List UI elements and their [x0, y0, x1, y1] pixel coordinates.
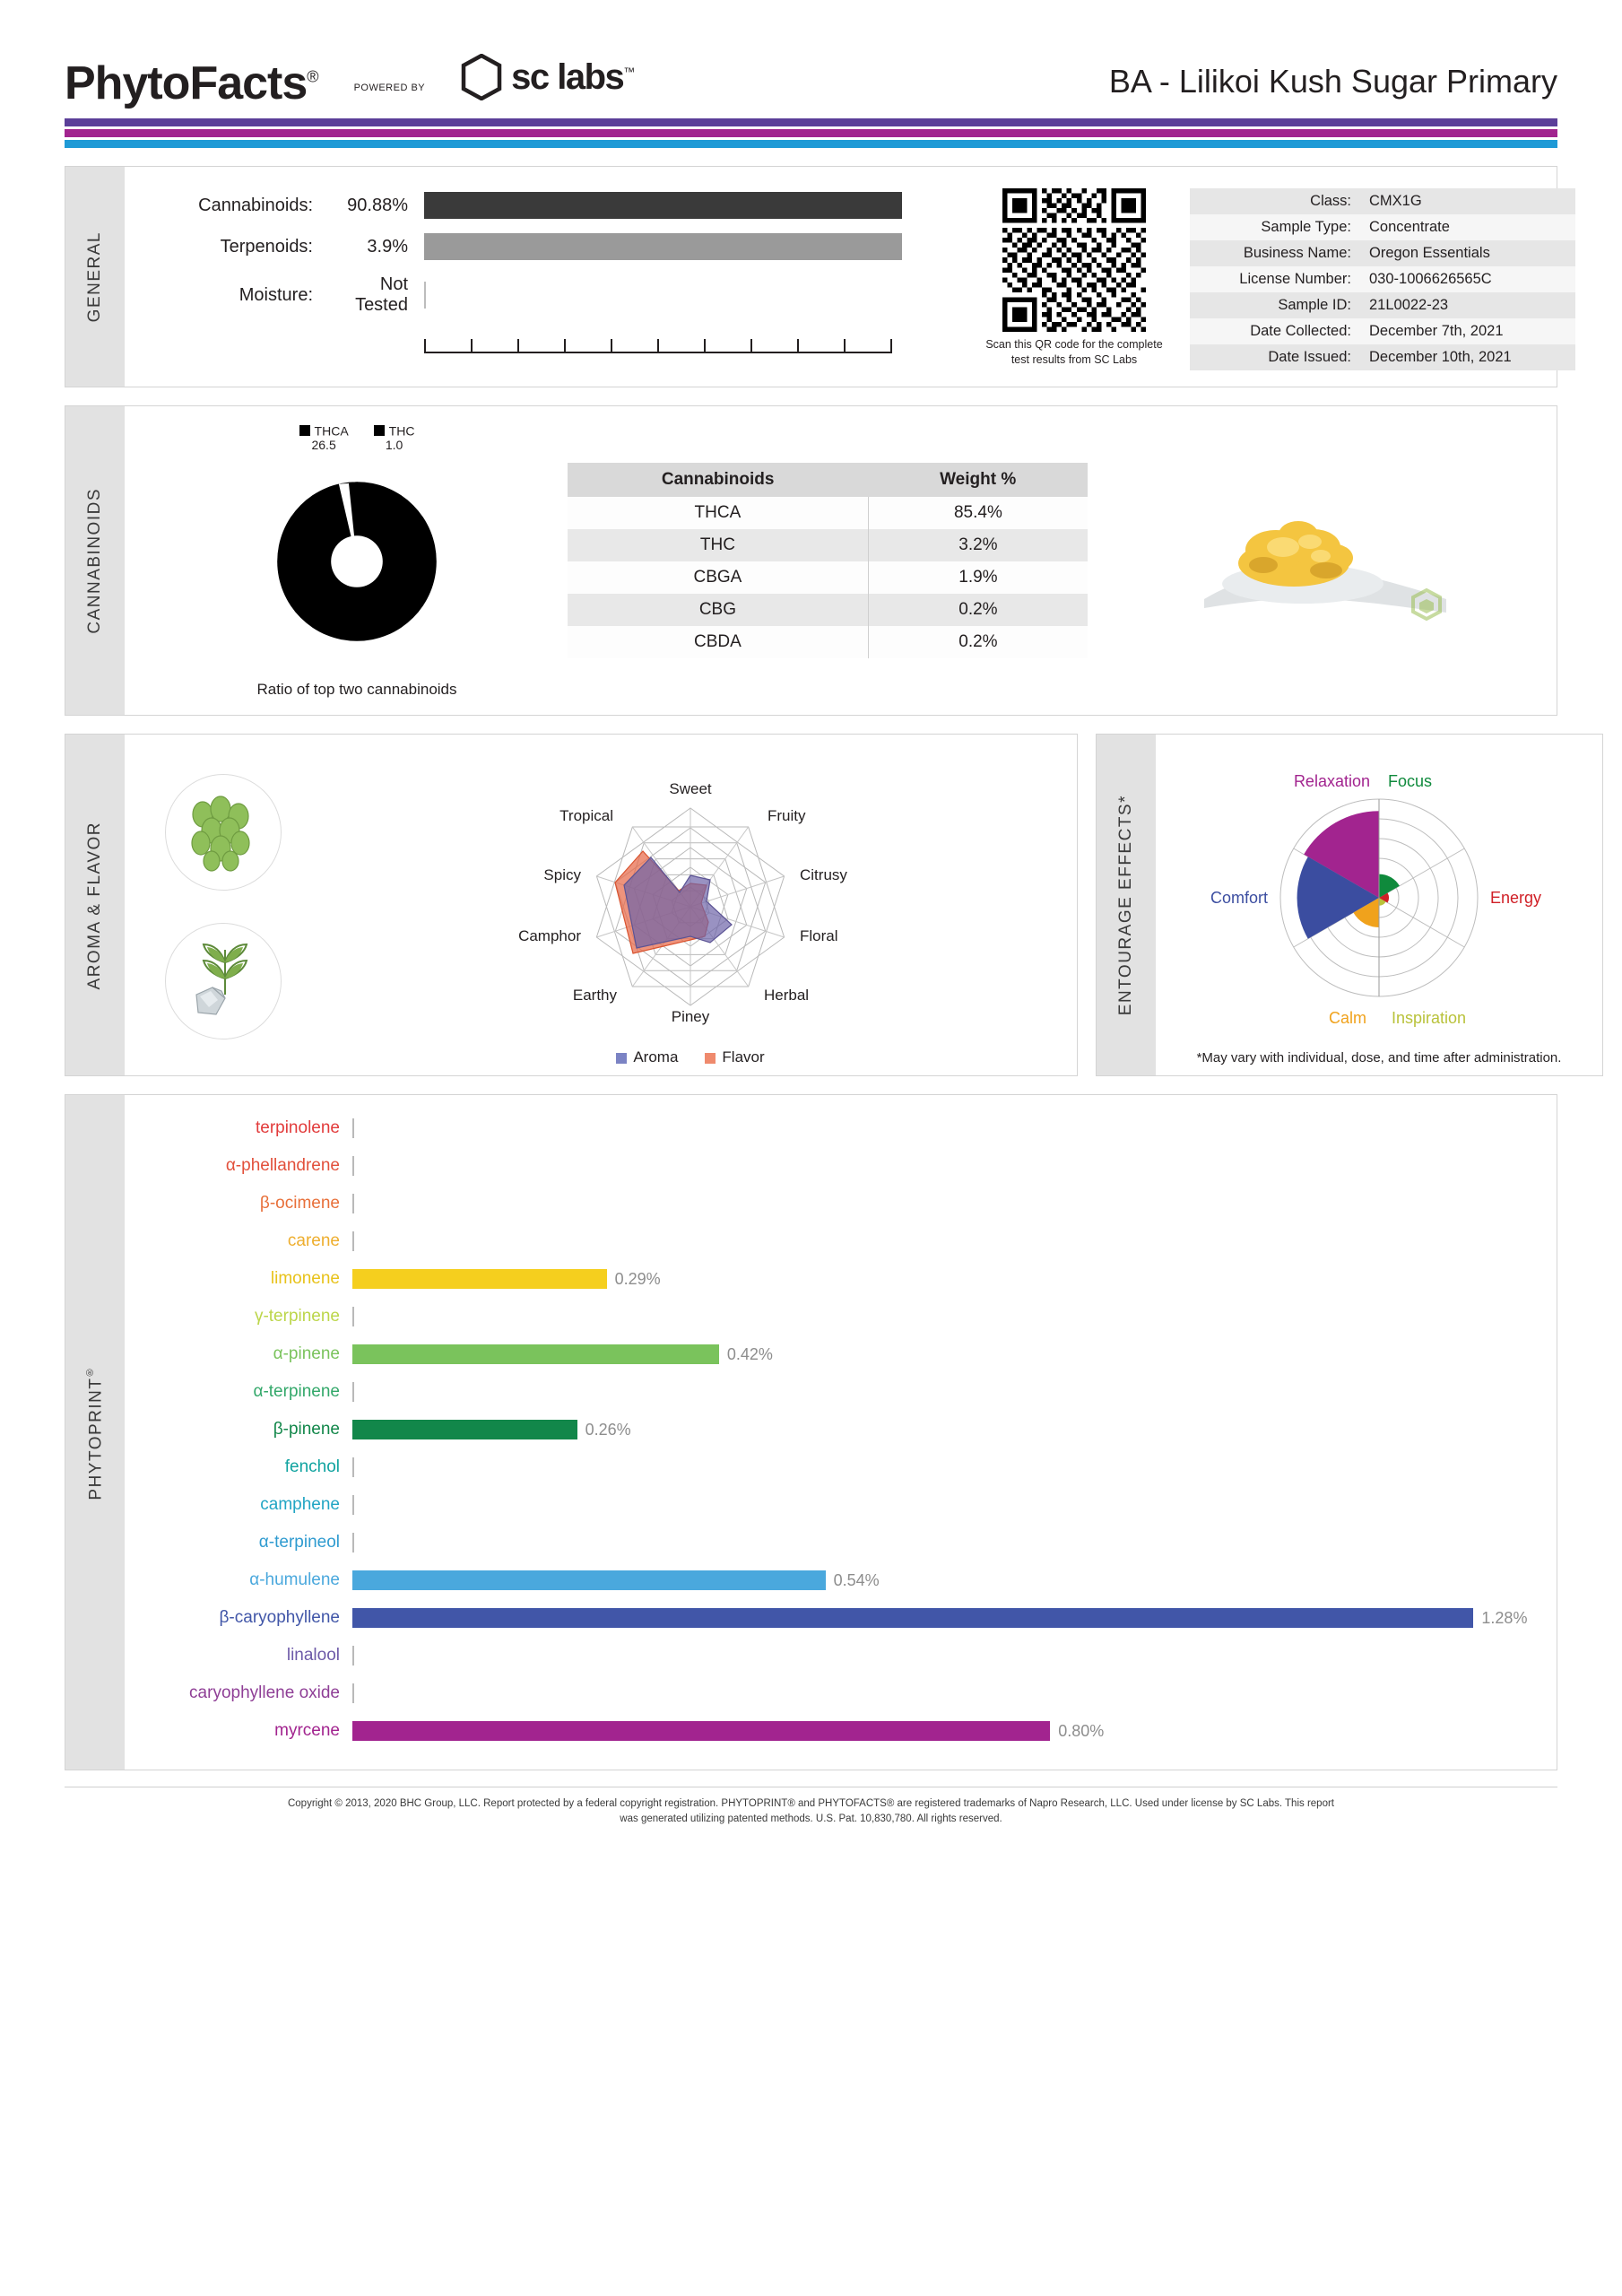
terpene-bar-zero [352, 1307, 354, 1326]
legend-value: 26.5 [311, 438, 336, 453]
svg-text:Spicy: Spicy [543, 866, 581, 884]
donut-caption: Ratio of top two cannabinoids [256, 681, 457, 699]
meta-value: Oregon Essentials [1360, 240, 1575, 266]
cannabinoids-body [125, 406, 1557, 715]
entourage-effects-section [1096, 734, 1603, 1076]
table-row [1190, 318, 1575, 344]
general-bar-chart [146, 183, 980, 353]
meta-key: Business Name: [1190, 240, 1360, 266]
bar-value: 90.88% [347, 195, 408, 215]
bar-row-cannabinoids [146, 192, 980, 219]
hops-image [165, 774, 282, 891]
effect-label-comfort: Comfort [1210, 889, 1268, 908]
terpene-bar-zero [352, 1495, 354, 1515]
table-row [568, 497, 1088, 529]
svg-text:Sweet: Sweet [669, 780, 712, 798]
terpene-bar-zero [352, 1457, 354, 1477]
powered-by-label: POWERED BY [353, 83, 426, 93]
terpene-row-caryophyllene-oxide [137, 1674, 1535, 1712]
svg-text:Tropical: Tropical [559, 807, 613, 825]
general-section [65, 166, 1557, 387]
terpene-label: camphene [260, 1495, 340, 1515]
table-row [1190, 188, 1575, 214]
sc-labs-tm-mark: ™ [623, 65, 634, 79]
cell-weight: 0.2% [868, 626, 1088, 658]
sample-metadata-table [1190, 188, 1575, 370]
bar-fill-cannabinoids [424, 192, 902, 219]
meta-value: December 7th, 2021 [1360, 318, 1575, 344]
brand-registered-mark: ® [307, 67, 318, 86]
bar-fill-terpenoids [424, 233, 902, 260]
bar-row-moisture [146, 274, 980, 316]
cell-name: THCA [568, 497, 868, 529]
qr-caption: Scan this QR code for the complete test results from SC Labs [985, 338, 1163, 366]
legend-swatch-flavor [705, 1053, 716, 1064]
qr-code-icon[interactable] [1002, 188, 1146, 332]
legend-swatch [299, 425, 310, 436]
legend-item-flavor [705, 1048, 764, 1066]
header-rules [65, 118, 1557, 148]
terpene-row-limonene [137, 1260, 1535, 1298]
effect-label-calm: Calm [1328, 1009, 1366, 1028]
meta-key: Date Issued: [1190, 344, 1360, 370]
cell-name: CBG [568, 594, 868, 626]
effect-label-inspiration: Inspiration [1392, 1009, 1467, 1028]
table-row [1190, 240, 1575, 266]
meta-value: CMX1G [1360, 188, 1575, 214]
aroma-legend [616, 1048, 764, 1066]
meta-key: Date Collected: [1190, 318, 1360, 344]
terpene-value: 0.29% [614, 1269, 661, 1288]
page-title: BA - Lilikoi Kush Sugar Primary [1108, 63, 1557, 100]
terpene-value: 0.80% [1058, 1721, 1105, 1740]
column-header-cannabinoids: Cannabinoids [568, 463, 868, 497]
aroma-section-label: AROMA & FLAVOR [65, 735, 125, 1075]
sc-labs-logo [461, 54, 634, 100]
cell-weight: 3.2% [868, 529, 1088, 561]
cell-weight: 1.9% [868, 561, 1088, 594]
meta-value: 21L0022-23 [1360, 292, 1575, 318]
terpene-bar-myrcene [352, 1721, 1050, 1741]
general-axis [424, 330, 890, 353]
footer-copyright [65, 1787, 1557, 1851]
svg-text:Piney: Piney [671, 1008, 710, 1026]
table-row [1190, 266, 1575, 292]
brand-text: PhytoFacts [65, 57, 308, 109]
footer-line-1: Copyright © 2013, 2020 BHC Group, LLC. Report protected by a federal copyright registration. PHYTOPRINT® and PHYTOFACTS® are registered trademarks of Napro Research, LLC. Used under license by SC Labs. This report [287, 1798, 1334, 1810]
svg-text:Camphor: Camphor [518, 927, 581, 945]
effect-label-energy: Energy [1490, 889, 1542, 908]
cannabinoids-section-label: CANNABINOIDS [65, 406, 125, 715]
aroma-flavor-section [65, 734, 1078, 1076]
terpene-label: β-pinene [273, 1420, 340, 1439]
meta-key: Sample Type: [1190, 214, 1360, 240]
phytoprint-registered-mark: ® [83, 1364, 95, 1378]
bar-label: Cannabinoids: [198, 195, 313, 215]
terpene-label: limonene [270, 1269, 340, 1289]
terpene-row-b-caryophyllene [137, 1599, 1535, 1637]
aroma-radar-chart [313, 747, 1068, 1066]
terpene-row-camphene [137, 1486, 1535, 1524]
rule-blue [65, 140, 1557, 148]
table-header-row [568, 463, 1088, 497]
cell-weight: 0.2% [868, 594, 1088, 626]
qr-code-block[interactable] [980, 183, 1168, 368]
terpene-row-carene [137, 1222, 1535, 1260]
terpene-value: 0.54% [833, 1570, 880, 1589]
report-header [65, 54, 1557, 109]
terpene-value: 1.28% [1481, 1608, 1528, 1627]
terpene-bar-zero [352, 1194, 354, 1213]
legend-label: THC [388, 423, 415, 439]
entourage-section-label: ENTOURAGE EFFECTS* [1097, 735, 1156, 1075]
terpene-label: myrcene [274, 1721, 340, 1741]
terpene-row-a-terpineol [137, 1524, 1535, 1561]
terpene-label: carene [287, 1231, 340, 1251]
table-row [1190, 214, 1575, 240]
bar-row-terpenoids [146, 233, 980, 260]
donut-chart [249, 454, 464, 669]
legend-label: Flavor [722, 1048, 765, 1066]
cell-name: CBGA [568, 561, 868, 594]
legend-swatch [374, 425, 385, 436]
terpene-row-g-terpinene [137, 1298, 1535, 1335]
effect-label-focus: Focus [1388, 772, 1433, 791]
cell-name: THC [568, 529, 868, 561]
sc-labs-text: sc labs [511, 57, 624, 97]
effect-label-relaxation: Relaxation [1293, 772, 1370, 791]
terpene-label: α-humulene [249, 1570, 340, 1590]
terpene-bar-b-pinene [352, 1420, 577, 1439]
bar-value: Not Tested [355, 274, 408, 315]
terpene-value: 0.26% [585, 1420, 631, 1439]
legend-label: Aroma [633, 1048, 679, 1066]
bar-fill-moisture-zero [424, 282, 426, 309]
legend-value: 1.0 [385, 438, 403, 453]
legend-swatch-aroma [616, 1053, 627, 1064]
cannabinoid-ratio-chart [146, 422, 568, 699]
terpene-label: linalool [286, 1646, 340, 1665]
legend-label: THCA [314, 423, 349, 439]
terpene-label: α-terpinene [253, 1382, 340, 1402]
terpene-bar-zero [352, 1683, 354, 1703]
column-header-weight: Weight % [868, 463, 1088, 497]
entourage-rose-chart [1168, 747, 1590, 1043]
terpene-row-a-terpinene [137, 1373, 1535, 1411]
terpene-bar-zero [352, 1382, 354, 1402]
meta-value: 030-1006626565C [1360, 266, 1575, 292]
terpene-label: terpinolene [255, 1118, 340, 1138]
terpene-row-a-humulene [137, 1561, 1535, 1599]
terpene-row-fenchol [137, 1448, 1535, 1486]
entourage-body [1156, 735, 1602, 1075]
terpene-label: α-pinene [273, 1344, 340, 1364]
table-row [568, 529, 1088, 561]
terpene-label: β-caryophyllene [219, 1608, 340, 1628]
terpene-row-linalool [137, 1637, 1535, 1674]
camphor-herb-image [165, 923, 282, 1039]
aroma-entourage-row [65, 734, 1562, 1076]
terpene-bar-b-caryophyllene [352, 1608, 1473, 1628]
svg-text:Floral: Floral [800, 927, 838, 945]
phytoprint-section [65, 1094, 1557, 1770]
footer-line-2: was generated utilizing patented methods. U.S. Pat. 10,830,780. All rights reserved. [620, 1813, 1002, 1824]
donut-legend [146, 422, 568, 452]
terpene-bar-chart [125, 1095, 1557, 1770]
terpene-label: caryophyllene oxide [189, 1683, 340, 1703]
hexagon-icon [461, 54, 502, 100]
sample-photo-block [1088, 465, 1535, 657]
meta-key: License Number: [1190, 266, 1360, 292]
legend-item-aroma [616, 1048, 678, 1066]
cell-name: CBDA [568, 626, 868, 658]
bar-label: Terpenoids: [220, 236, 313, 257]
sample-photo [1168, 465, 1455, 657]
bar-value: 3.9% [367, 236, 408, 257]
svg-text:Earthy: Earthy [572, 987, 617, 1004]
terpene-value: 0.42% [726, 1344, 773, 1363]
terpene-label: α-phellandrene [225, 1156, 340, 1176]
terpene-bar-zero [352, 1156, 354, 1176]
terpene-label: β-ocimene [259, 1194, 340, 1213]
terpene-row-myrcene [137, 1712, 1535, 1750]
svg-text:Herbal: Herbal [764, 987, 810, 1004]
terpene-bar-zero [352, 1646, 354, 1665]
svg-text:Citrusy: Citrusy [800, 866, 847, 884]
meta-value: Concentrate [1360, 214, 1575, 240]
terpene-row-b-pinene [137, 1411, 1535, 1448]
terpene-row-a-phellandrene [137, 1147, 1535, 1185]
brand-group [65, 54, 634, 109]
terpene-row-a-pinene [137, 1335, 1535, 1373]
terpene-bar-zero [352, 1118, 354, 1138]
meta-key: Class: [1190, 188, 1360, 214]
cell-weight: 85.4% [868, 497, 1088, 529]
terpene-row-terpinolene [137, 1109, 1535, 1147]
general-section-label: GENERAL [65, 167, 125, 387]
table-row [568, 594, 1088, 626]
general-body [125, 167, 1597, 387]
legend-item-thca [299, 422, 349, 452]
rule-purple [65, 118, 1557, 126]
entourage-note: *May vary with individual, dose, and time after administration. [1196, 1050, 1562, 1066]
terpene-row-b-ocimene [137, 1185, 1535, 1222]
terpene-bar-a-pinene [352, 1344, 719, 1364]
meta-key: Sample ID: [1190, 292, 1360, 318]
terpene-bar-a-humulene [352, 1570, 826, 1590]
legend-item-thc [374, 422, 415, 452]
table-row [1190, 344, 1575, 370]
terpene-label: γ-terpinene [254, 1307, 340, 1326]
cannabinoids-table [568, 463, 1088, 658]
aroma-body [125, 735, 1077, 1075]
aroma-imagery [134, 747, 313, 1066]
terpene-bar-zero [352, 1533, 354, 1552]
table-row [568, 626, 1088, 658]
terpene-label: fenchol [284, 1457, 340, 1477]
terpene-bar-zero [352, 1231, 354, 1251]
table-row [1190, 292, 1575, 318]
terpene-bar-limonene [352, 1269, 607, 1289]
bar-label: Moisture: [239, 284, 313, 305]
meta-value: December 10th, 2021 [1360, 344, 1575, 370]
svg-text:Fruity: Fruity [768, 807, 806, 825]
table-row [568, 561, 1088, 594]
phytoprint-section-label: PHYTOPRINT® [65, 1095, 125, 1770]
rule-magenta [65, 129, 1557, 137]
phytofacts-logo [65, 57, 318, 109]
terpene-label: α-terpineol [258, 1533, 340, 1552]
cannabinoids-section [65, 405, 1557, 716]
